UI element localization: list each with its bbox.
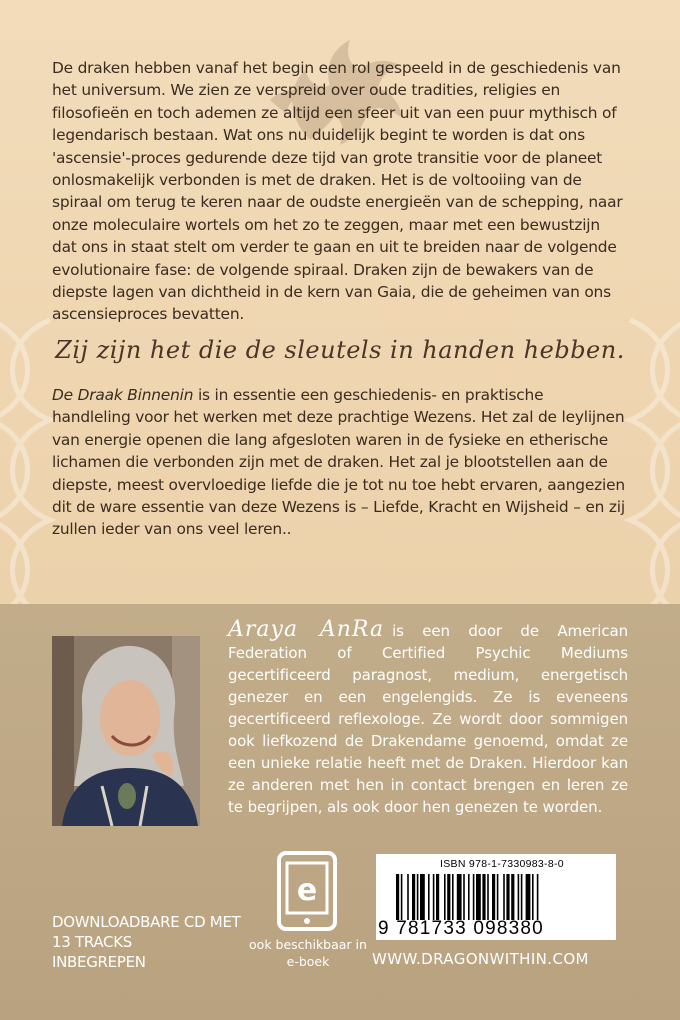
- ebook-availability: [246, 936, 370, 970]
- barcode-stripe: [511, 874, 514, 920]
- barcode-stripe: [526, 874, 531, 920]
- cd-included-note: [52, 912, 252, 972]
- barcode-stripe: [503, 874, 505, 920]
- barcode-stripe: [452, 874, 454, 920]
- barcode-stripe: [436, 874, 439, 920]
- barcode-stripe: [401, 874, 403, 920]
- barcode-stripe: [506, 874, 509, 920]
- barcode-stripe: [420, 874, 425, 920]
- description-text: is in essentie een geschiedenis- en praktische handleling voor het werken met deze prachtige Wezens. Het zal de leylijnen van energie openen die lang afgesloten waren in de fysieke en etherische lichamen die verbonden zijn met de draken. Het zal je blootstellen aan de diepste, meest overvloedige liefde die je tot nu toe hebt ervaren, aangezien dit de ware essentie van deze Wezens is – Liefde, Kracht en Wijsheid – en zij zullen ieder van ons veel leren..: [52, 386, 625, 539]
- ebook-line: ook beschikbaar in: [249, 937, 367, 952]
- book-title: De Draak Binnenin: [52, 386, 194, 404]
- cd-line: 13 TRACKS: [52, 933, 132, 951]
- barcode-stripe: [463, 874, 465, 920]
- barcode-stripe: [537, 874, 539, 920]
- barcode-stripe: [532, 874, 534, 920]
- ebook-tablet-icon: [276, 850, 338, 932]
- barcode-bars: [396, 874, 606, 920]
- barcode-stripe: [457, 874, 462, 920]
- cd-line: INBEGREPEN: [52, 953, 146, 971]
- barcode-stripe: [473, 874, 475, 920]
- cd-line: DOWNLOADBARE CD MET: [52, 913, 241, 931]
- barcode-stripe: [476, 874, 481, 920]
- barcode-stripe: [468, 874, 470, 920]
- barcode-stripe: [417, 874, 419, 920]
- barcode-stripe: [518, 874, 520, 920]
- barcode-stripe: [407, 874, 409, 920]
- author-bio-text: is een door de American Federation of Certified Psychic Mediums gecertificeerd paragnost, medium, energetisch genezer en een engelengids. Ze is eveneens gecertificeerd reflexologe. Ze wordt door sommigen ook liefkozend de Drakendame genoemd, omdat ze een unieke relatie heeft met de Draken. Hierdoor kan ze anderen met hen in contact brengen en leren ze te begrijpen, als ook door hen genezen te worden.: [228, 622, 628, 816]
- isbn-label: ISBN 978-1-7330983-8-0: [440, 858, 564, 870]
- pull-quote: Zij zijn het die de sleutels in handen hebben.: [55, 336, 625, 364]
- barcode-stripe: [433, 874, 435, 920]
- barcode-stripe: [412, 874, 415, 920]
- intro-paragraph: De draken hebben vanaf het begin een rol gespeeld in de geschiedenis van het universum. We zien ze verspreid over oude tradities, religies en filosofieën en toch ademen ze altijd een sfeer uit van een puur mythisch of legendarisch bestaan. Wat ons nu duidelijk begint te worden is dat ons 'ascensie'-proces gedurende deze tijd van grote transitie voor de planeet onlosmakelijk verbonden is met de draken. Het is de voltooiing van de spiraal om terug te keren naar de oudste energieën van de schepping, naar onze moleculaire wortels om het zo te zeggen, maar met een bewustzijn dat ons in staat stelt om verder te gaan en uit te breiden naar de volgende evolutionaire fase: de volgende spiraal. Draken zijn de bewakers van de diepste lagen van dichtheid in de kern van Gaia, die de geheimen van ons ascensieproces bevatten.: [52, 59, 623, 324]
- author-photo: [52, 636, 200, 826]
- barcode-stripe: [497, 874, 499, 920]
- barcode-stripe: [492, 874, 495, 920]
- barcode-digits: 9 781733 098380: [378, 918, 544, 939]
- barcode-stripe: [444, 874, 446, 920]
- barcode-stripe: [428, 874, 430, 920]
- description-paragraph: [52, 384, 626, 541]
- barcode-stripe: [482, 874, 485, 920]
- author-name: Araya AnRa: [228, 617, 385, 642]
- ebook-letter: e: [296, 873, 318, 908]
- barcode-stripe: [396, 874, 399, 920]
- website-url: WWW.DRAGONWITHIN.COM: [372, 950, 589, 968]
- ebook-line: e-boek: [286, 954, 330, 969]
- barcode-stripe: [487, 874, 489, 920]
- author-portrait-icon: [52, 636, 200, 826]
- barcode-stripe: [521, 874, 523, 920]
- author-bio: [228, 619, 628, 818]
- barcode-stripe: [447, 874, 450, 920]
